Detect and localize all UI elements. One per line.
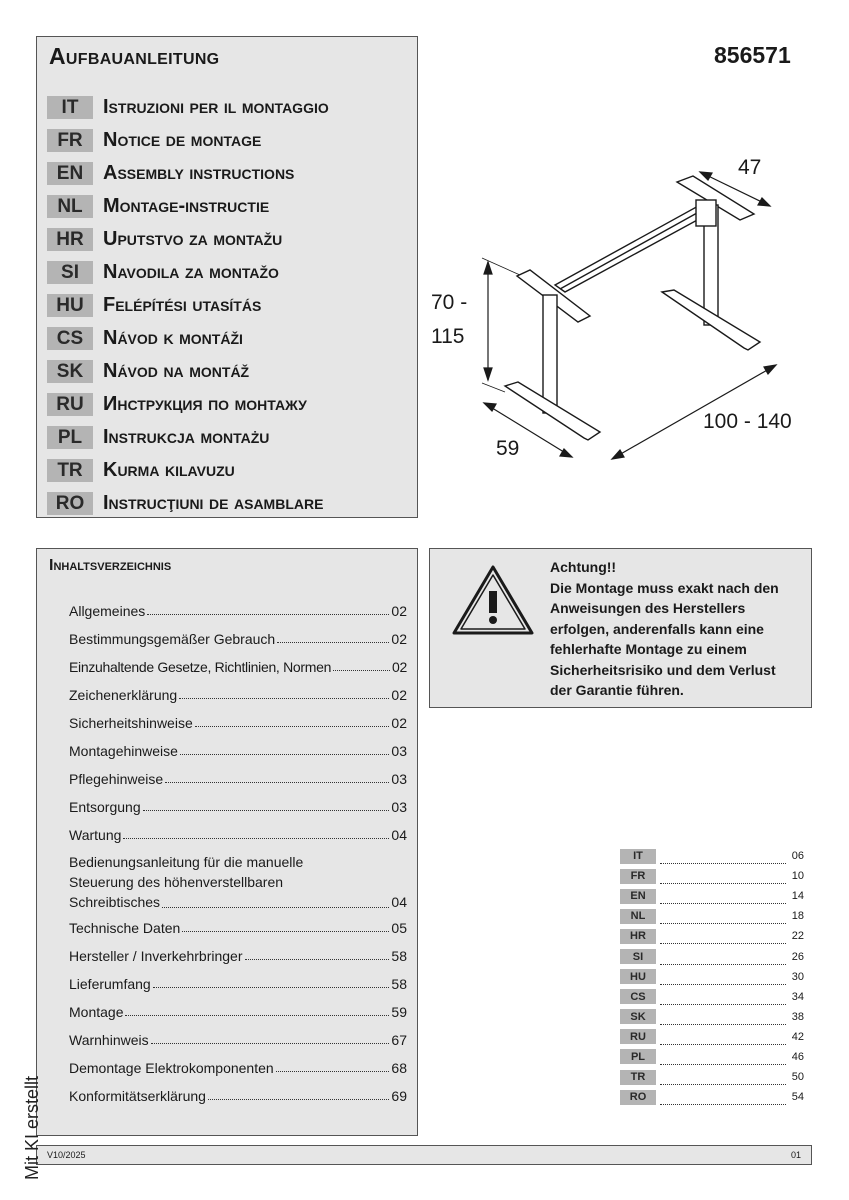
toc-entry-page: 58 (391, 976, 407, 992)
toc-entry-page: 02 (391, 687, 407, 703)
language-item (47, 91, 329, 124)
toc-entry-text: Konformitätserklärung (69, 1088, 206, 1104)
language-code: TR (47, 459, 93, 482)
toc-entry-page: 04 (391, 827, 407, 843)
language-index-row[interactable] (620, 1067, 804, 1087)
language-index-code: EN (620, 889, 656, 904)
width-dimension-label: 100 - 140 (703, 410, 792, 433)
toc-entry-page: 69 (391, 1088, 407, 1104)
toc-entry-text: Bestimmungsgemäßer Gebrauch (69, 631, 276, 647)
language-code: HU (47, 294, 93, 317)
toc-entry-text: Warnhinweis (69, 1032, 149, 1048)
language-item (47, 421, 329, 454)
language-code: SK (47, 360, 93, 383)
language-code: SI (47, 261, 93, 284)
language-item (47, 454, 329, 487)
toc-entry[interactable] (69, 920, 407, 936)
page-footer (36, 1145, 812, 1165)
language-index-page: 10 (791, 870, 804, 883)
language-name: Assembly instructions (103, 162, 295, 184)
language-code: EN (47, 162, 93, 185)
toc-entry-text: Sicherheitshinweise (69, 715, 193, 731)
toc-entry[interactable] (69, 827, 407, 843)
warning-line: Die Montage muss exakt nach den (550, 579, 779, 596)
language-name: Notice de montage (103, 129, 262, 151)
language-name: Kurma kilavuzu (103, 459, 235, 481)
toc-entry[interactable] (69, 1088, 407, 1104)
language-index-page: 06 (791, 850, 804, 863)
language-index-row[interactable] (620, 886, 804, 906)
warning-box (429, 548, 812, 708)
toc-entry[interactable] (69, 799, 407, 815)
table-of-contents (36, 548, 418, 1136)
language-index-row[interactable] (620, 967, 804, 987)
language-index-page: 26 (791, 950, 804, 963)
toc-entry[interactable] (69, 976, 407, 992)
language-item (47, 322, 329, 355)
height-dimension-label-top: 70 - (431, 291, 468, 314)
language-code: RU (47, 393, 93, 416)
toc-entry[interactable] (69, 603, 407, 619)
toc-entry-page: 05 (391, 920, 407, 936)
language-name: Navodila za montažo (103, 261, 279, 283)
warning-line: fehlerhafte Montage zu einem (550, 641, 747, 657)
toc-entry-text-line: Schreibtisches (69, 894, 161, 910)
language-code: FR (47, 129, 93, 152)
language-index-code: CS (620, 989, 656, 1004)
toc-entry[interactable] (69, 715, 407, 731)
toc-entry[interactable] (69, 631, 407, 647)
toc-entry-text: Montage (69, 1004, 124, 1020)
toc-entry-page: 04 (391, 894, 407, 910)
language-index-code: HU (620, 969, 656, 984)
toc-entry-text: Wartung (69, 827, 122, 843)
language-index-page: 42 (791, 1030, 804, 1043)
language-name: Montage-instructie (103, 195, 270, 217)
language-index-row[interactable] (620, 926, 804, 946)
ai-generated-label: Mit KI erstellt (22, 1075, 42, 1180)
toc-entry-page: 68 (391, 1060, 407, 1076)
toc-entry-text: Allgemeines (69, 603, 146, 619)
language-index-code: HR (620, 929, 656, 944)
toc-entry-text: Zeichenerklärung (69, 687, 178, 703)
language-name: Instrukcja montażu (103, 426, 270, 448)
toc-title: Inhaltsverzeichnis (49, 557, 172, 574)
warning-triangle-icon (450, 563, 536, 637)
document-number: 856571 (714, 42, 791, 68)
language-index-row[interactable] (620, 866, 804, 886)
language-name: Návod k montáži (103, 327, 243, 349)
toc-entry-page: 03 (391, 743, 407, 759)
toc-entry-text: Einzuhaltende Gesetze, Richtlinien, Normen (69, 659, 332, 675)
language-item (47, 487, 329, 520)
language-index-code: RO (620, 1090, 656, 1105)
toc-entry[interactable] (69, 948, 407, 964)
language-code: HR (47, 228, 93, 251)
language-index-page: 18 (791, 910, 804, 923)
language-list (47, 91, 329, 520)
toc-entry-text-line: Bedienungsanleitung für die manuelle (69, 854, 304, 870)
toc-entry[interactable] (69, 1060, 407, 1076)
language-index-page: 22 (791, 930, 804, 943)
version-label: V10/2025 (47, 1150, 86, 1160)
toc-entry-page: 59 (391, 1004, 407, 1020)
toc-entry-page: 02 (391, 603, 407, 619)
warning-line: der Garantie führen. (550, 682, 684, 698)
toc-entry-page: 58 (391, 948, 407, 964)
language-index-code: IT (620, 849, 656, 864)
language-item (47, 157, 329, 190)
language-code: RO (47, 492, 93, 515)
language-page-index (620, 846, 804, 1107)
language-index-code: SK (620, 1009, 656, 1024)
language-item (47, 190, 329, 223)
language-name: Felépítési utasítás (103, 294, 262, 316)
language-name: Istruzioni per il montaggio (103, 96, 329, 118)
language-index-row[interactable] (620, 1007, 804, 1027)
language-index-row[interactable] (620, 946, 804, 966)
language-item (47, 388, 329, 421)
toc-entry-text: Pflegehinweise (69, 771, 164, 787)
toc-entry[interactable] (69, 1004, 407, 1020)
toc-entry[interactable] (69, 1032, 407, 1048)
language-index-page: 14 (791, 890, 804, 903)
title-box (36, 36, 418, 518)
language-index-row[interactable] (620, 906, 804, 926)
language-code: IT (47, 96, 93, 119)
toc-entry-text: Lieferumfang (69, 976, 151, 992)
language-index-code: PL (620, 1049, 656, 1064)
language-index-row[interactable] (620, 846, 804, 866)
toc-entry-text: Montagehinweise (69, 743, 178, 759)
language-name: Uputstvo za montažu (103, 228, 283, 250)
page-number: 01 (790, 1150, 801, 1160)
depth-dimension-label: 47 (738, 156, 762, 179)
language-index-code: RU (620, 1029, 656, 1044)
language-index-page: 34 (791, 990, 804, 1003)
warning-line: Anweisungen des Herstellers (550, 600, 746, 616)
toc-entry-page: 03 (391, 799, 407, 815)
language-index-row[interactable] (620, 1027, 804, 1047)
warning-heading: Achtung!! (550, 559, 617, 575)
toc-entry-page: 02 (391, 631, 407, 647)
language-index-code: FR (620, 869, 656, 884)
language-name: Návod na montáž (103, 360, 250, 382)
toc-entry-page: 02 (391, 715, 407, 731)
toc-entry-text: Hersteller / Inverkehrbringer (69, 948, 243, 964)
language-item (47, 289, 329, 322)
language-item (47, 355, 329, 388)
language-index-page: 46 (791, 1050, 804, 1063)
language-code: PL (47, 426, 93, 449)
language-index-row[interactable] (620, 1047, 804, 1067)
toc-entry-text: Entsorgung (69, 799, 141, 815)
height-dimension-label-bottom: 115 (431, 325, 465, 348)
toc-entry-text: Demontage Elektrokomponenten (69, 1060, 274, 1076)
document-title: Aufbauanleitung (49, 43, 220, 69)
language-index-page: 30 (791, 970, 804, 983)
toc-entry-page: 02 (392, 659, 407, 675)
language-index-row[interactable] (620, 987, 804, 1007)
toc-entry[interactable] (69, 852, 407, 912)
language-index-code: TR (620, 1070, 656, 1085)
language-index-page: 54 (791, 1091, 804, 1104)
toc-entry-text-line: Steuerung des höhenverstellbaren (69, 874, 284, 890)
warning-text (550, 557, 805, 701)
toc-entry[interactable] (69, 771, 407, 787)
toc-entry-text: Technische Daten (69, 920, 181, 936)
language-index-page: 50 (791, 1071, 804, 1084)
language-name: Инструкция по монтажу (103, 393, 307, 415)
language-item (47, 256, 329, 289)
language-index-page: 38 (791, 1010, 804, 1023)
language-name: Instrucţiuni de asamblare (103, 492, 324, 514)
language-index-code: NL (620, 909, 656, 924)
language-index-code: SI (620, 949, 656, 964)
warning-line: Sicherheitsrisiko und dem Verlust (550, 661, 776, 678)
language-code: CS (47, 327, 93, 350)
language-code: NL (47, 195, 93, 218)
toc-entry-page: 03 (391, 771, 407, 787)
language-item (47, 223, 329, 256)
toc-entry-page: 67 (391, 1032, 407, 1048)
language-index-row[interactable] (620, 1087, 804, 1107)
toc-entry[interactable] (69, 687, 407, 703)
toc-entry[interactable] (69, 659, 407, 675)
language-item (47, 124, 329, 157)
foot-depth-dimension-label: 59 (496, 437, 520, 460)
warning-line: erfolgen, anderenfalls kann eine (550, 620, 764, 637)
toc-entry[interactable] (69, 743, 407, 759)
